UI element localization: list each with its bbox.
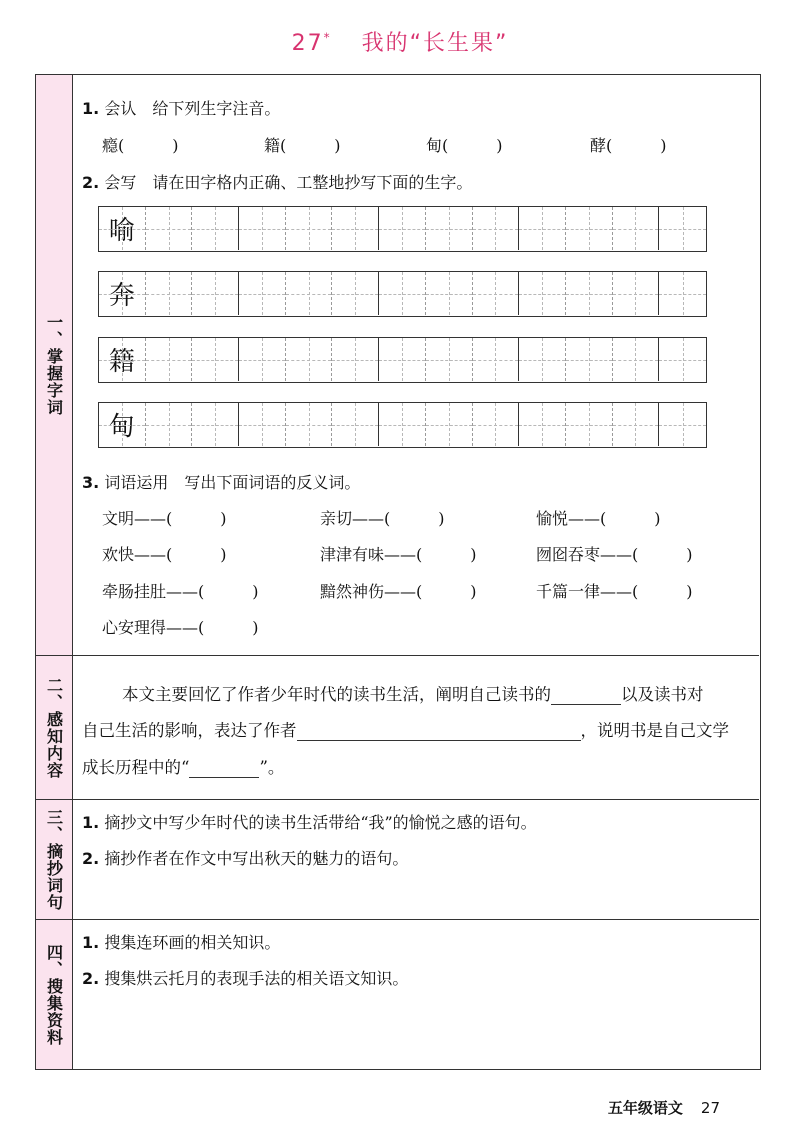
antonym-item[interactable]: 黯然神伤——( ) (320, 582, 477, 601)
page-title (0, 26, 800, 57)
antonym-item[interactable]: 津津有味——( ) (320, 545, 477, 564)
q3-heading: 3. 词语运用 写出下面词语的反义词。 (82, 473, 361, 492)
antonym-item[interactable]: 文明——( ) (102, 509, 227, 528)
excerpt-task: 1. 摘抄文中写少年时代的读书生活带给“我”的愉悦之感的语句。 (82, 813, 537, 832)
antonym-item[interactable]: 囫囵吞枣——( ) (536, 545, 693, 564)
grade-subject: 五年级语文 (607, 1099, 683, 1117)
worksheet-frame (35, 74, 761, 1070)
section-label: 二、感知内容 (36, 656, 73, 799)
section-label: 三、摘抄词句 (36, 800, 73, 919)
section-master-words (36, 75, 759, 656)
collect-task: 1. 搜集连环画的相关知识。 (82, 933, 281, 952)
q1-heading: 1. 会认 给下列生字注音。 (82, 99, 281, 118)
collect-task: 2. 搜集烘云托月的表现手法的相关语文知识。 (82, 969, 409, 988)
antonym-item[interactable]: 牵肠挂肚——( ) (102, 582, 259, 601)
summary-line-3: 成长历程中的“ ”。 (82, 758, 285, 777)
antonym-item[interactable]: 心安理得——( ) (102, 618, 259, 637)
model-character: 喻 (99, 207, 146, 250)
section-excerpt (36, 800, 759, 920)
section-perceive-content (36, 656, 759, 800)
lesson-title: 我的“长生果” (361, 31, 509, 56)
fill-blank[interactable] (551, 685, 621, 705)
antonym-item[interactable]: 愉悦——( ) (536, 509, 661, 528)
pinyin-item[interactable]: 甸( ) (426, 136, 503, 155)
antonym-item[interactable]: 千篇一律——( ) (536, 582, 693, 601)
pinyin-item[interactable]: 瘾( ) (102, 136, 179, 155)
antonym-item[interactable]: 亲切——( ) (320, 509, 445, 528)
fill-blank[interactable] (189, 758, 259, 778)
pinyin-item[interactable]: 酵( ) (590, 136, 667, 155)
excerpt-task: 2. 摘抄作者在作文中写出秋天的魅力的语句。 (82, 849, 409, 868)
antonym-item[interactable]: 欢快——( ) (102, 545, 227, 564)
model-character: 籍 (99, 338, 146, 381)
q2-heading: 2. 会写 请在田字格内正确、工整地抄写下面的生字。 (82, 173, 473, 192)
page-footer (608, 1097, 720, 1118)
section-label: 四、搜集资料 (36, 920, 73, 1069)
pinyin-item[interactable]: 籍( ) (264, 136, 341, 155)
lesson-number: 27* (291, 30, 332, 56)
summary-line-2: 自己生活的影响，表达了作者 ，说明书是自己文学 (82, 721, 729, 740)
model-character: 甸 (99, 403, 146, 446)
section-collect-materials (36, 920, 759, 1069)
page-number: 27 (700, 1099, 720, 1117)
section-label: 一、掌握字词 (36, 75, 73, 655)
summary-line-1: 本文主要回忆了作者少年时代的读书生活，阐明自己读书的 以及读书对 (122, 685, 704, 704)
model-character: 奔 (99, 272, 146, 315)
fill-blank[interactable] (297, 721, 581, 741)
